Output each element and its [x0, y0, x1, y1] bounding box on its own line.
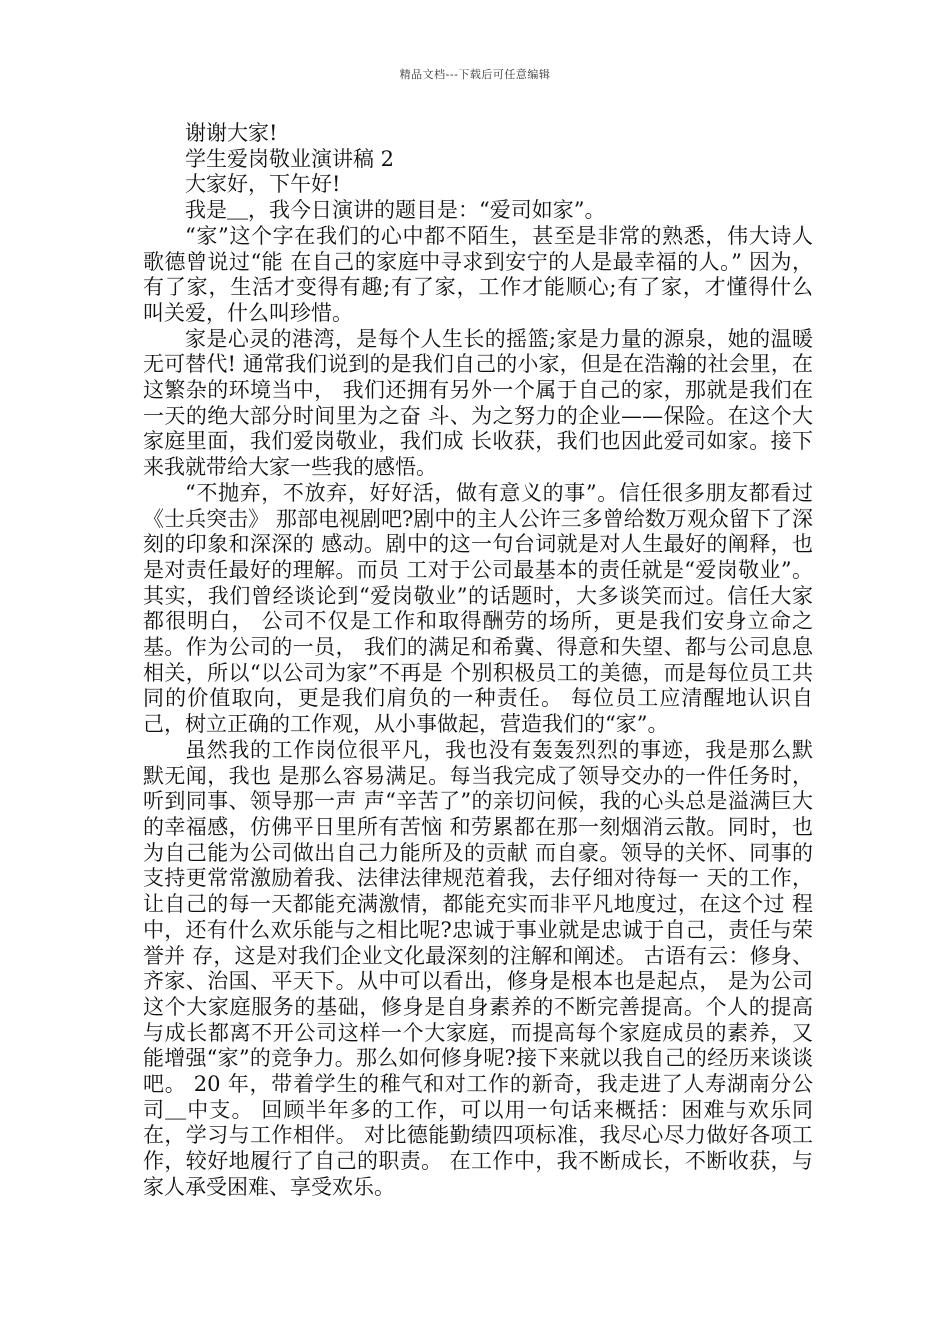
intro-paragraph: 我是＿，我今日演讲的题目是：“爱司如家”。 [185, 198, 606, 223]
closing-thanks: 谢谢大家! [185, 121, 278, 145]
document-body [143, 121, 813, 1201]
greeting: 大家好，下午好! [185, 172, 341, 197]
page-header: 精品文档---下载后可任意编辑 [399, 68, 551, 81]
speech-title: 学生爱岗敬业演讲稿 2 [185, 146, 395, 171]
body-paragraph: 家是心灵的港湾，是每个人生长的摇篮;家是力量的源泉，她的温暖无可替代! 通常我们说到的是我们自己的小家，但是在浩瀚的社会里，在这繁杂的环境当中， 我们还拥有另外一个属于自己的家，那就是我们在一天的绝大部分时间里为之奋 斗、为之努力的企业——保险。在这个大家庭里面，我们爱岗敬业，我们成 长收获，我们也因此爱司如家。接下来我就带给大家一些我的感悟。 [143, 326, 813, 480]
body-paragraph: “不抛弃，不放弃，好好活，做有意义的事”。信任很多朋友都看过《士兵突击》 那部电视剧吧?剧中的主人公许三多曾给数万观众留下了深刻的印象和深深的 感动。剧中的这一句台词就是对人生最好的阐释，也是对责任最好的理解。而员 工对于公司最基本的责任就是“爱岗敬业”。 其实，我们曾经谈论到“爱岗敬业”的话题时，大多谈笑而过。信任大家都很明白， 公司不仅是工作和取得酬劳的场所，更是我们安身立命之基。作为公司的一员， 我们的满足和希冀、得意和失望、都与公司息息相关，所以“以公司为家”不再是 个别积极员工的美德，而是每位员工共同的价值取向，更是我们肩负的一种责任。 每位员工应清醒地认识自己，树立正确的工作观，从小事做起，营造我们的“家”。 [143, 480, 813, 737]
body-paragraph: 虽然我的工作岗位很平凡，我也没有轰轰烈烈的事迹，我是那么默默无闻，我也 是那么容易满足。每当我完成了领导交办的一件任务时，听到同事、领导那一声 声“辛苦了”的亲切问候，我的心头总是溢满巨大的幸福感，仿佛平日里所有苦恼 和劳累都在那一刻烟消云散。同时，也为自己能为公司做出自己力能所及的贡献 而自豪。领导的关怀、同事的支持更常常激励着我、法律法律规范着我，去仔细对待每一 天的工作，让自己的每一天都能充满激情，都能充实而非平凡地度过，在这个过 程中，还有什么欢乐能与之相比呢?忠诚于事业就是忠诚于自己，责任与荣誉并 存，这是对我们企业文化最深刻的注解和阐述。 古语有云：修身、齐家、治国、平天下。从中可以看出，修身是根本也是起点， 是为公司这个大家庭服务的基础，修身是自身素养的不断完善提高。个人的提高 与成长都离不开公司这样一个大家庭，而提高每个家庭成员的素养，又能增强“家”的竞争力。那么如何修身呢?接下来就以我自己的经历来谈谈吧。 20 年，带着学生的稚气和对工作的新奇，我走进了人寿湖南分公司＿中支。 回顾半年多的工作，可以用一句话来概括：困难与欢乐同在，学习与工作相伴。 对比德能勤绩四项标准，我尽心尽力做好各项工作，较好地履行了自己的职责。 在工作中，我不断成长，不断收获，与家人承受困难、享受欢乐。 [143, 737, 813, 1199]
body-paragraph: “家”这个字在我们的心中都不陌生，甚至是非常的熟悉，伟大诗人歌德曾说过“能 在自己的家庭中寻求到安宁的人是最幸福的人。” 因为，有了家，生活才变得有趣;有了家，工作才能顺心;有了家，才懂得什么 叫关爱，什么叫珍惜。 [143, 223, 813, 325]
